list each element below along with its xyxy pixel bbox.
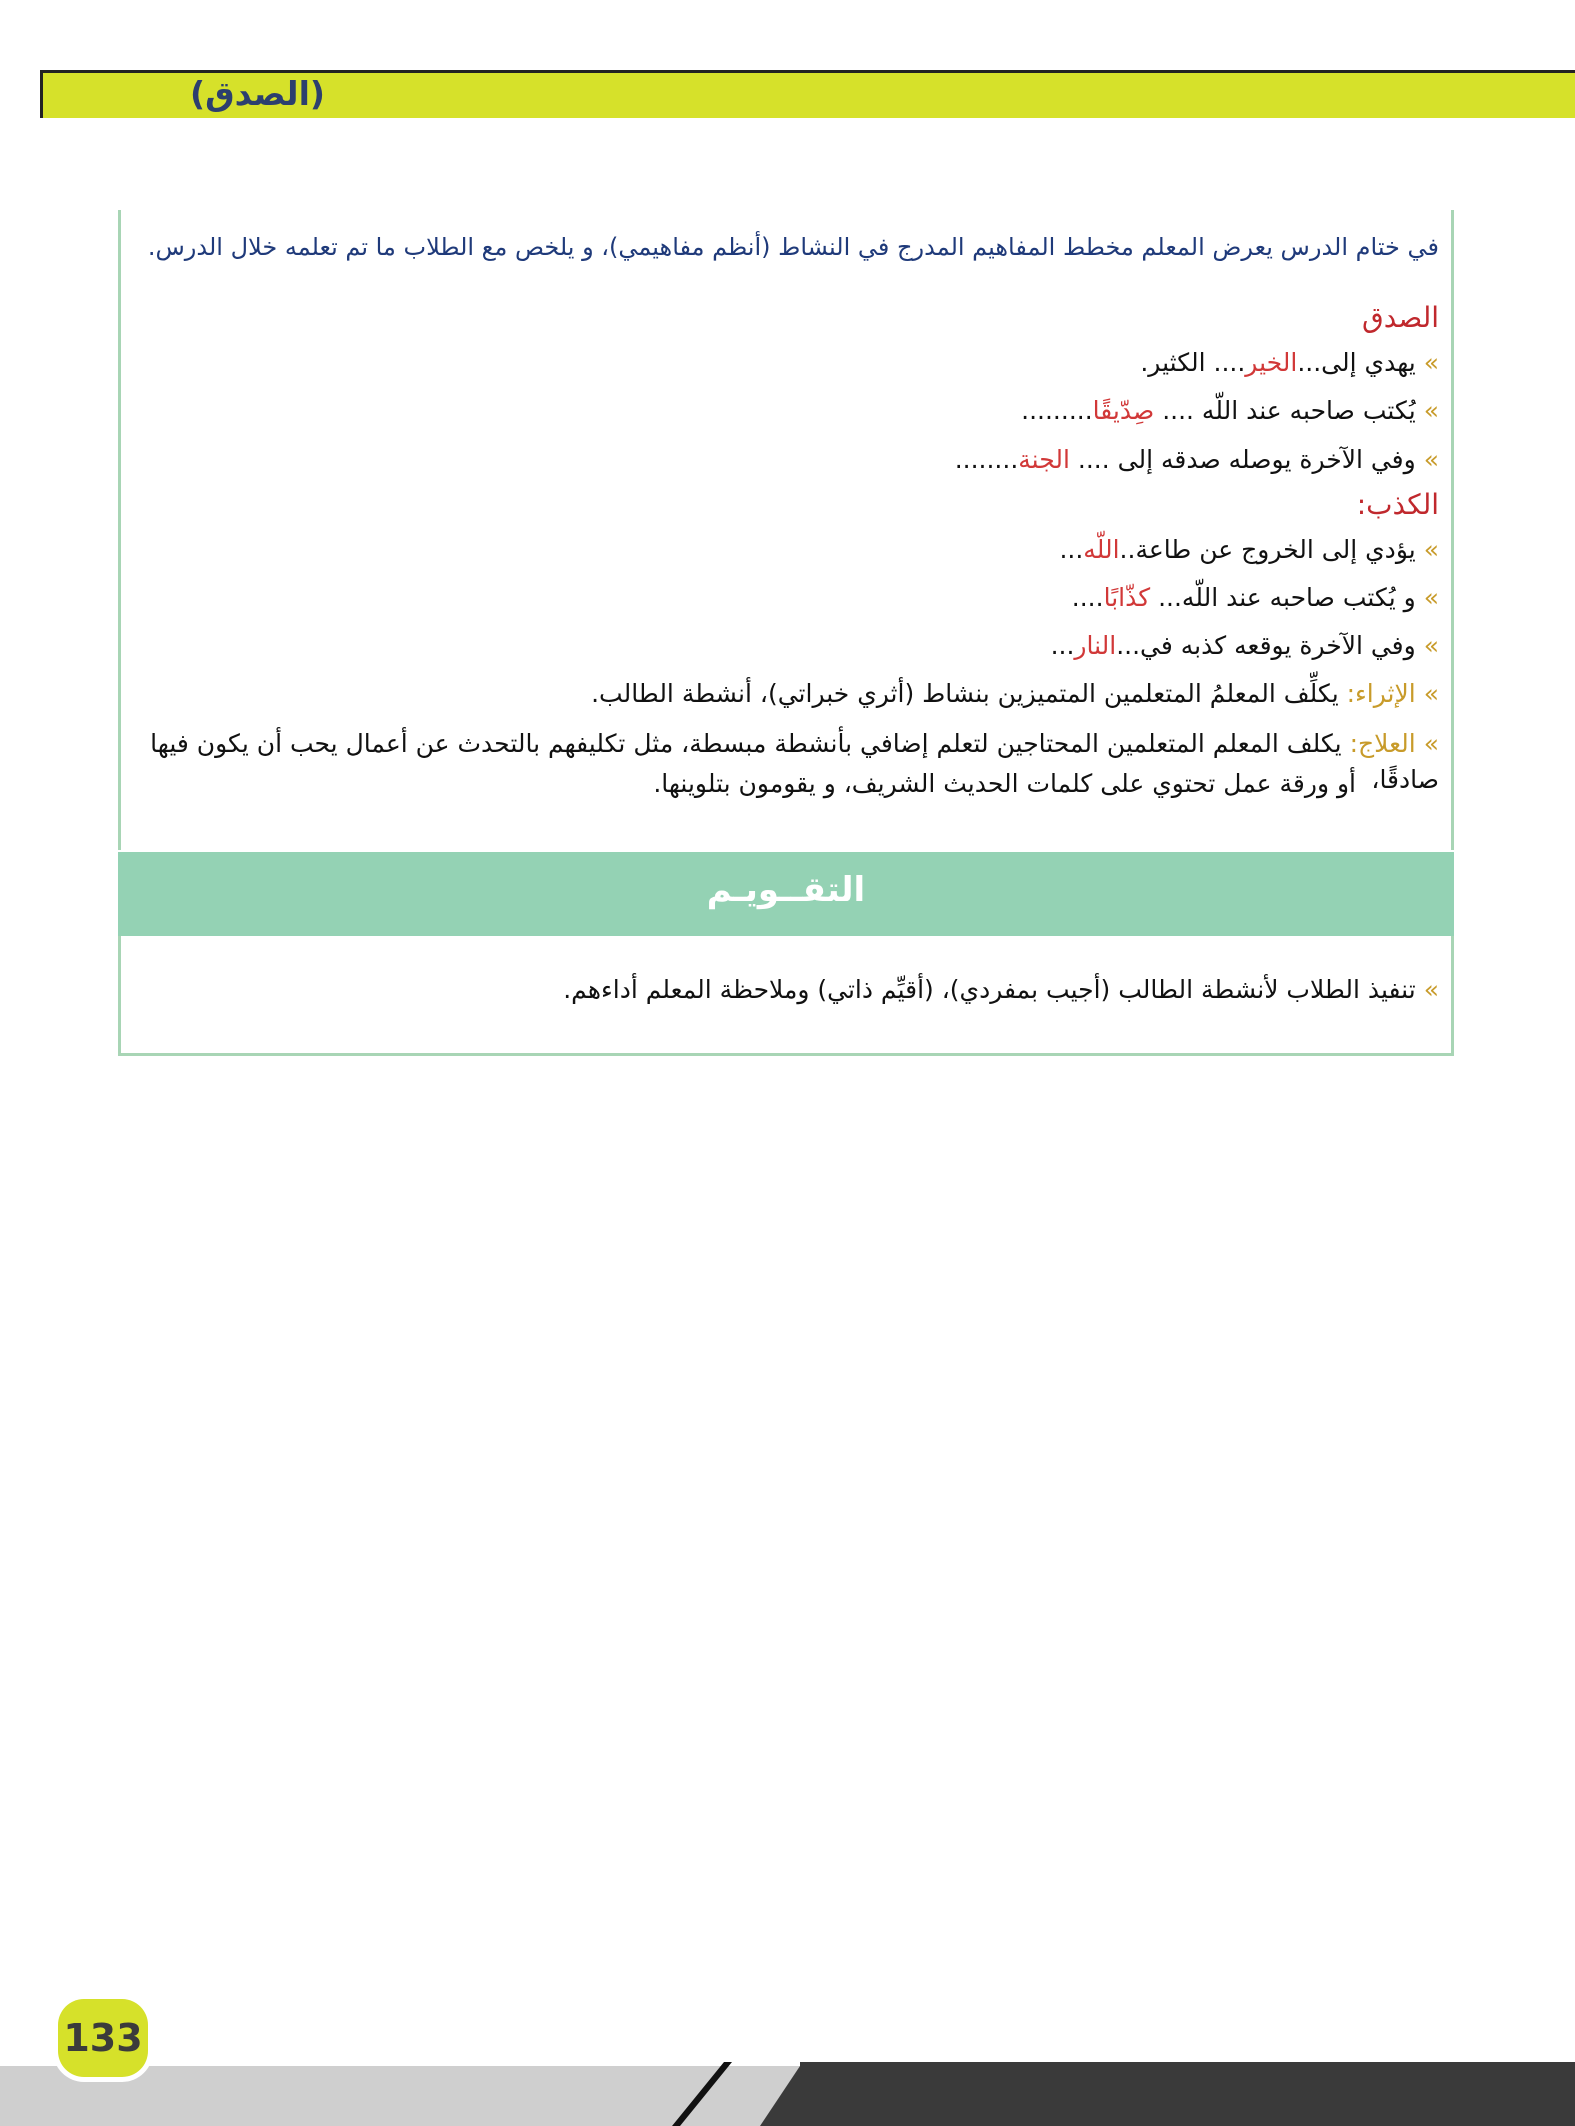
bullet-icon: » (1423, 975, 1439, 1004)
lesson-panel (118, 210, 1454, 850)
footer-band (760, 2066, 1575, 2126)
lie-item: »و يُكتب صاحبه عند اللّه... كذّابًا.... (1071, 583, 1439, 612)
page-number: 133 (58, 1999, 148, 2077)
truth-item: »يهدي إلى...الخير.... الكثير. (1140, 348, 1439, 377)
evaluation-header (118, 852, 1454, 936)
lie-item: »وفي الآخرة يوقعه كذبه في...النار... (1050, 631, 1439, 660)
lie-item: »يؤدي إلى الخروج عن طاعة..اللّه... (1059, 535, 1439, 564)
evaluation-title: التقــويـم (706, 870, 866, 910)
enrichment-item: »الإثراء: يكلِّف المعلمُ المتعلمين المتميزين بنشاط (أثري خبراتي)، أنشطة الطالب. (591, 679, 1439, 708)
evaluation-box (118, 936, 1454, 1056)
bullet-icon: » (1423, 396, 1439, 425)
truth-heading: الصدق (1361, 301, 1439, 334)
bullet-icon: » (1423, 679, 1439, 708)
remedial-item-continued: أو ورقة عمل تحتوي على كلمات الحديث الشريف، و يقومون بتلوينها. (653, 769, 1356, 798)
truth-item: »يُكتب صاحبه عند اللّه .... صِدّيقًا......... (1021, 396, 1439, 425)
truth-item: »وفي الآخرة يوصله صدقه إلى .... الجنة........ (954, 445, 1439, 474)
bullet-icon: » (1423, 631, 1439, 660)
lesson-title: (الصدق) (190, 74, 325, 113)
evaluation-item: »تنفيذ الطلاب لأنشطة الطالب (أجيب بمفردي)، (أقيِّم ذاتي) وملاحظة المعلم أداءهم. (563, 975, 1439, 1004)
bullet-icon: » (1423, 583, 1439, 612)
bullet-icon: » (1423, 535, 1439, 564)
lie-heading: الكذب: (1356, 488, 1439, 521)
bullet-icon: » (1423, 729, 1439, 758)
intro-paragraph: في ختام الدرس يعرض المعلم مخطط المفاهيم المدرج في النشاط (أنظم مفاهيمي)، و يلخص مع الطلاب ما تم تعلمه خلال الدرس. (147, 233, 1439, 261)
bullet-icon: » (1423, 348, 1439, 377)
footer-line (800, 2062, 1575, 2066)
remedial-item: »العلاج: يكلف المعلم المتعلمين المحتاجين لتعلم إضافي بأنشطة مبسطة، مثل تكليفهم بالتحدث عن أعمال يحب أن يكون فيها صادقًا، (150, 729, 1439, 794)
bullet-icon: » (1423, 445, 1439, 474)
